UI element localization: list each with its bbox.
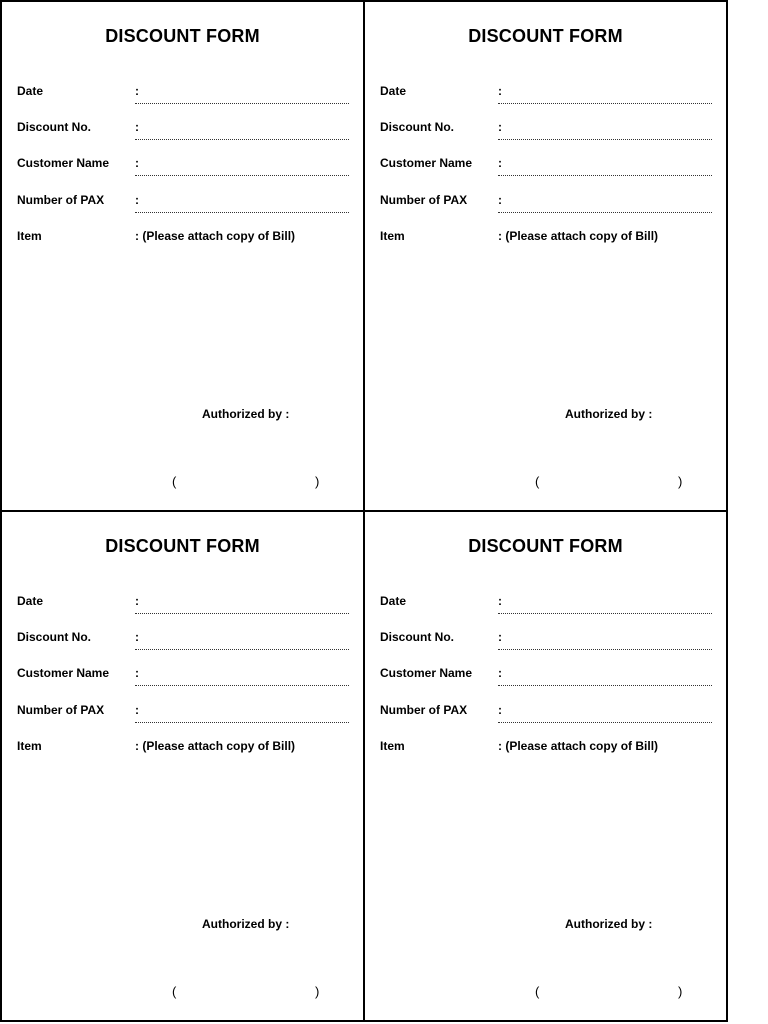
field-item-instruction: : (Please attach copy of Bill) <box>498 739 659 753</box>
field-label-customer-name: Customer Name <box>380 156 473 170</box>
signature-close-paren: ) <box>678 474 683 489</box>
field-row-number-of-pax <box>17 703 349 723</box>
field-label-customer-name: Customer Name <box>380 666 473 680</box>
field-row-discount-no <box>380 630 712 650</box>
discount-no-input-line[interactable] <box>498 649 712 650</box>
signature-close-paren: ) <box>678 984 683 999</box>
field-label-number-of-pax: Number of PAX <box>17 193 105 207</box>
authorized-by-label: Authorized by : <box>565 407 653 421</box>
authorized-by-label: Authorized by : <box>202 917 290 931</box>
field-label-number-of-pax: Number of PAX <box>380 193 468 207</box>
number-of-pax-input-line[interactable] <box>135 722 349 723</box>
field-separator: : <box>498 666 502 680</box>
field-label-date: Date <box>380 84 407 98</box>
customer-name-input-line[interactable] <box>498 685 712 686</box>
discount-form-bottom-right <box>363 510 728 1022</box>
field-row-date <box>380 594 712 614</box>
field-separator: : <box>135 156 139 170</box>
discount-no-input-line[interactable] <box>135 649 349 650</box>
discount-no-input-line[interactable] <box>135 139 349 140</box>
field-label-discount-no: Discount No. <box>17 120 91 134</box>
field-row-date <box>17 84 349 104</box>
field-row-discount-no <box>17 120 349 140</box>
date-input-line[interactable] <box>135 103 349 104</box>
field-row-item <box>380 229 712 249</box>
number-of-pax-input-line[interactable] <box>498 212 712 213</box>
field-separator: : <box>498 193 502 207</box>
date-input-line[interactable] <box>135 613 349 614</box>
field-row-item <box>17 739 349 759</box>
field-separator: : <box>498 703 502 717</box>
field-separator: : <box>498 594 502 608</box>
field-label-date: Date <box>380 594 407 608</box>
field-separator: : <box>498 156 502 170</box>
signature-close-paren: ) <box>315 984 320 999</box>
field-separator: : <box>498 630 502 644</box>
signature-open-paren: ( <box>172 984 177 999</box>
field-item-instruction: : (Please attach copy of Bill) <box>135 229 296 243</box>
discount-form-top-left <box>0 0 365 512</box>
field-label-date: Date <box>17 594 44 608</box>
form-title: DISCOUNT FORM <box>105 26 260 46</box>
field-label-discount-no: Discount No. <box>17 630 91 644</box>
field-row-number-of-pax <box>380 703 712 723</box>
field-separator: : <box>135 594 139 608</box>
signature-open-paren: ( <box>535 984 540 999</box>
field-label-customer-name: Customer Name <box>17 666 110 680</box>
field-label-date: Date <box>17 84 44 98</box>
signature-open-paren: ( <box>535 474 540 489</box>
discount-form-bottom-left <box>0 510 365 1022</box>
field-separator: : <box>135 193 139 207</box>
field-separator: : <box>135 630 139 644</box>
form-title: DISCOUNT FORM <box>468 26 623 46</box>
field-label-item: Item <box>380 739 405 753</box>
field-row-discount-no <box>17 630 349 650</box>
form-title: DISCOUNT FORM <box>105 536 260 556</box>
field-separator: : <box>135 120 139 134</box>
field-row-item <box>380 739 712 759</box>
authorized-by-label: Authorized by : <box>565 917 653 931</box>
field-label-discount-no: Discount No. <box>380 630 454 644</box>
field-row-customer-name <box>380 666 712 686</box>
form-title: DISCOUNT FORM <box>468 536 623 556</box>
field-item-instruction: : (Please attach copy of Bill) <box>498 229 659 243</box>
discount-no-input-line[interactable] <box>498 139 712 140</box>
field-label-number-of-pax: Number of PAX <box>380 703 468 717</box>
field-label-number-of-pax: Number of PAX <box>17 703 105 717</box>
field-separator: : <box>135 703 139 717</box>
field-item-instruction: : (Please attach copy of Bill) <box>135 739 296 753</box>
signature-open-paren: ( <box>172 474 177 489</box>
field-label-discount-no: Discount No. <box>380 120 454 134</box>
field-row-customer-name <box>17 156 349 176</box>
number-of-pax-input-line[interactable] <box>135 212 349 213</box>
field-label-customer-name: Customer Name <box>17 156 110 170</box>
field-row-customer-name <box>380 156 712 176</box>
customer-name-input-line[interactable] <box>135 685 349 686</box>
field-row-number-of-pax <box>17 193 349 213</box>
field-label-item: Item <box>380 229 405 243</box>
field-separator: : <box>498 84 502 98</box>
field-row-item <box>17 229 349 249</box>
field-row-date <box>17 594 349 614</box>
customer-name-input-line[interactable] <box>498 175 712 176</box>
field-label-item: Item <box>17 739 42 753</box>
field-row-number-of-pax <box>380 193 712 213</box>
field-row-discount-no <box>380 120 712 140</box>
field-row-customer-name <box>17 666 349 686</box>
discount-form-top-right <box>363 0 728 512</box>
field-row-date <box>380 84 712 104</box>
authorized-by-label: Authorized by : <box>202 407 290 421</box>
date-input-line[interactable] <box>498 613 712 614</box>
number-of-pax-input-line[interactable] <box>498 722 712 723</box>
field-label-item: Item <box>17 229 42 243</box>
field-separator: : <box>498 120 502 134</box>
customer-name-input-line[interactable] <box>135 175 349 176</box>
field-separator: : <box>135 84 139 98</box>
date-input-line[interactable] <box>498 103 712 104</box>
signature-close-paren: ) <box>315 474 320 489</box>
field-separator: : <box>135 666 139 680</box>
